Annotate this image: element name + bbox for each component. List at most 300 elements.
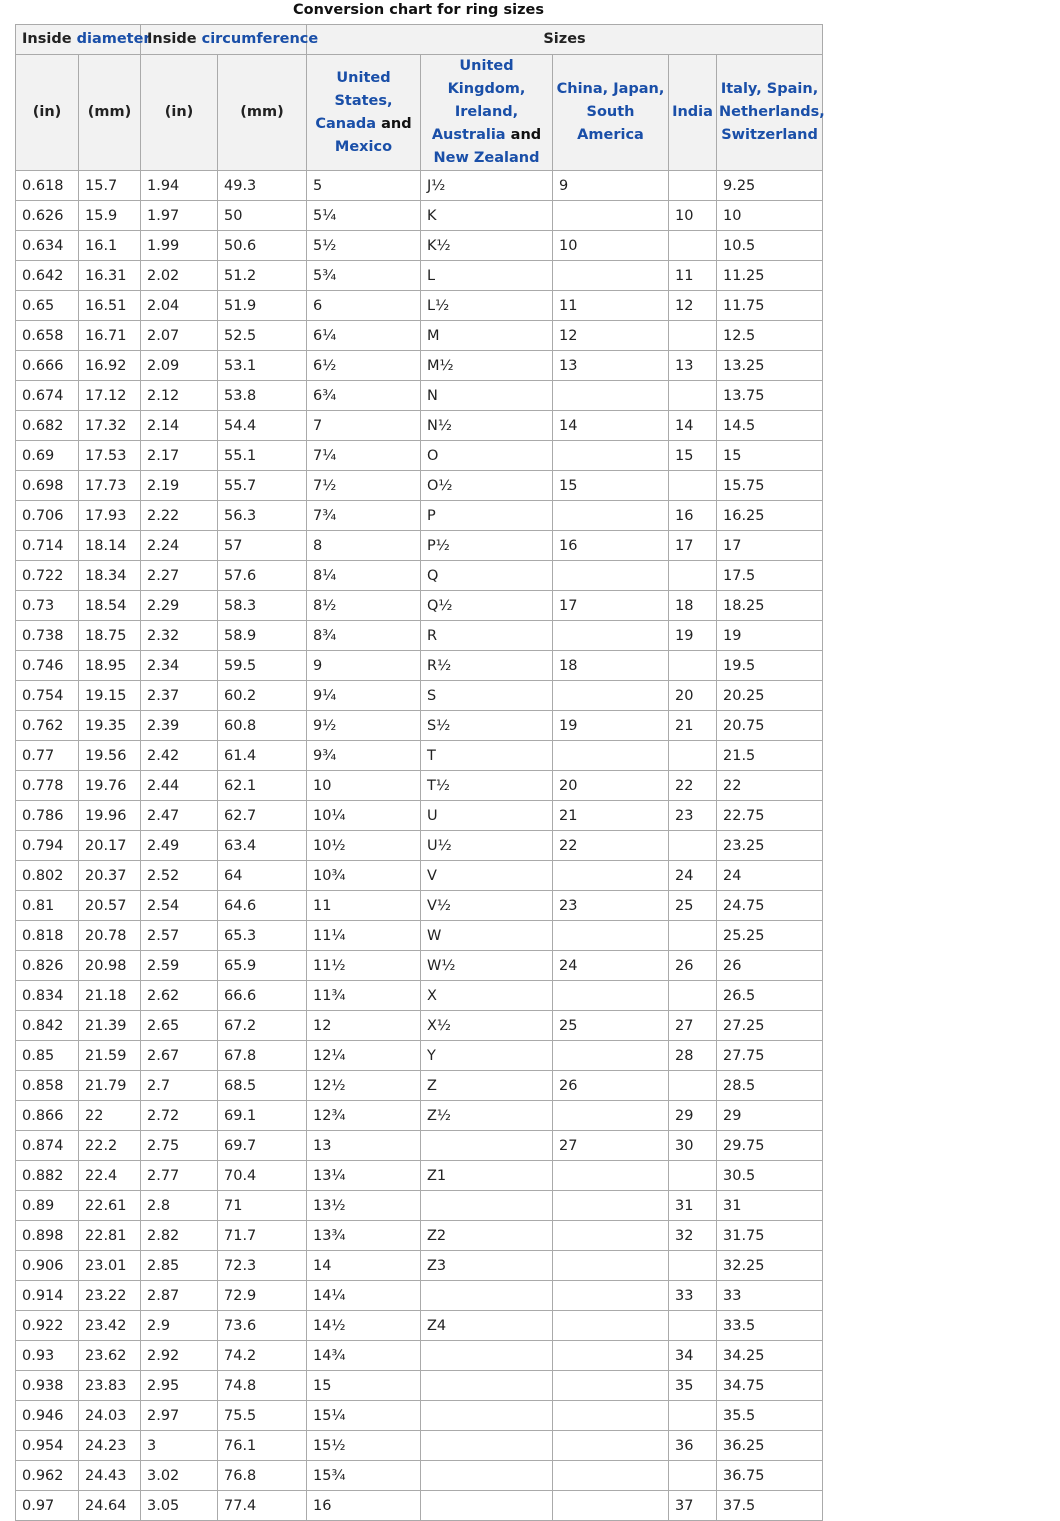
cell-circumference-in: 2.62: [141, 981, 218, 1011]
cell-diameter-mm: 17.53: [79, 441, 141, 471]
cell-circumference-in: 2.27: [141, 561, 218, 591]
cell-circumference-mm: 55.1: [218, 441, 307, 471]
cell-size-uk: [421, 1401, 553, 1431]
cell-diameter-mm: 21.18: [79, 981, 141, 1011]
cell-diameter-in: 0.954: [16, 1431, 79, 1461]
table-row: [16, 1101, 823, 1131]
table-row: [16, 981, 823, 1011]
cell-circumference-mm: 57: [218, 531, 307, 561]
header-sizes: Sizes: [307, 25, 823, 55]
table-row: [16, 1251, 823, 1281]
cell-size-india: 28: [669, 1041, 717, 1071]
cell-diameter-mm: 24.64: [79, 1491, 141, 1521]
new-zealand-link[interactable]: New Zealand: [433, 150, 540, 166]
india-link[interactable]: India: [672, 104, 713, 120]
col-header-uk-ireland-australia-nz: [421, 55, 553, 171]
cell-size-china-japan: 14: [553, 411, 669, 441]
cell-size-uk: Z3: [421, 1251, 553, 1281]
cell-size-india: [669, 651, 717, 681]
cell-size-us: 11: [307, 891, 421, 921]
cell-size-india: 24: [669, 861, 717, 891]
cell-circumference-in: 2.07: [141, 321, 218, 351]
cell-size-india: [669, 321, 717, 351]
cell-circumference-in: 2.44: [141, 771, 218, 801]
cell-size-uk: V½: [421, 891, 553, 921]
col-header-india: [669, 55, 717, 171]
cell-size-italy-spain: 36.25: [717, 1431, 823, 1461]
cell-size-italy-spain: 34.75: [717, 1371, 823, 1401]
china-japan-south-america-link[interactable]: China, Japan, South America: [556, 81, 665, 143]
cell-size-italy-spain: 33.5: [717, 1311, 823, 1341]
cell-circumference-mm: 65.9: [218, 951, 307, 981]
cell-diameter-in: 0.906: [16, 1251, 79, 1281]
cell-circumference-in: 2.39: [141, 711, 218, 741]
cell-circumference-in: 2.8: [141, 1191, 218, 1221]
cell-size-china-japan: 17: [553, 591, 669, 621]
cell-diameter-mm: 19.96: [79, 801, 141, 831]
cell-circumference-in: 2.34: [141, 651, 218, 681]
cell-size-china-japan: 16: [553, 531, 669, 561]
cell-circumference-in: 3: [141, 1431, 218, 1461]
cell-circumference-mm: 67.2: [218, 1011, 307, 1041]
table-row: [16, 1341, 823, 1371]
cell-diameter-in: 0.778: [16, 771, 79, 801]
cell-size-uk: M: [421, 321, 553, 351]
cell-size-china-japan: [553, 1221, 669, 1251]
cell-size-italy-spain: 24: [717, 861, 823, 891]
table-row: [16, 831, 823, 861]
header-inside-diameter-prefix: Inside: [22, 31, 77, 47]
table-row: [16, 711, 823, 741]
cell-circumference-mm: 76.1: [218, 1431, 307, 1461]
cell-size-italy-spain: 28.5: [717, 1071, 823, 1101]
cell-size-china-japan: 27: [553, 1131, 669, 1161]
cell-size-india: 23: [669, 801, 717, 831]
header-inside-circumference-prefix: Inside: [147, 31, 202, 47]
cell-circumference-in: 2.77: [141, 1161, 218, 1191]
cell-size-uk: Y: [421, 1041, 553, 1071]
table-row: [16, 321, 823, 351]
cell-size-uk: N½: [421, 411, 553, 441]
cell-size-italy-spain: 19: [717, 621, 823, 651]
cell-size-us: 9½: [307, 711, 421, 741]
cell-diameter-in: 0.826: [16, 951, 79, 981]
cell-size-italy-spain: 15.75: [717, 471, 823, 501]
cell-circumference-mm: 65.3: [218, 921, 307, 951]
table-row: [16, 1041, 823, 1071]
col-header-circumference-in: (in): [141, 55, 218, 171]
cell-size-italy-spain: 32.25: [717, 1251, 823, 1281]
cell-size-uk: K½: [421, 231, 553, 261]
cell-size-india: 32: [669, 1221, 717, 1251]
cell-size-china-japan: 26: [553, 1071, 669, 1101]
cell-size-uk: [421, 1461, 553, 1491]
cell-size-india: 37: [669, 1491, 717, 1521]
cell-size-uk: U½: [421, 831, 553, 861]
cell-circumference-mm: 58.3: [218, 591, 307, 621]
cell-diameter-in: 0.714: [16, 531, 79, 561]
cell-size-uk: Z4: [421, 1311, 553, 1341]
cell-size-india: 16: [669, 501, 717, 531]
cell-size-india: 26: [669, 951, 717, 981]
cell-circumference-in: 2.97: [141, 1401, 218, 1431]
cell-size-us: 6¾: [307, 381, 421, 411]
cell-circumference-in: 2.37: [141, 681, 218, 711]
cell-size-china-japan: [553, 441, 669, 471]
cell-size-italy-spain: 17: [717, 531, 823, 561]
cell-size-us: 5¼: [307, 201, 421, 231]
cell-circumference-in: 2.59: [141, 951, 218, 981]
cell-size-italy-spain: 10.5: [717, 231, 823, 261]
cell-size-india: [669, 561, 717, 591]
cell-size-uk: T: [421, 741, 553, 771]
cell-size-italy-spain: 25.25: [717, 921, 823, 951]
cell-diameter-mm: 19.56: [79, 741, 141, 771]
ring-size-table: [15, 24, 823, 1521]
cell-diameter-mm: 20.37: [79, 861, 141, 891]
cell-size-china-japan: [553, 1311, 669, 1341]
cell-size-uk: O: [421, 441, 553, 471]
cell-circumference-mm: 73.6: [218, 1311, 307, 1341]
cell-size-china-japan: [553, 1041, 669, 1071]
cell-circumference-in: 2.87: [141, 1281, 218, 1311]
cell-size-uk: [421, 1491, 553, 1521]
cell-size-uk: U: [421, 801, 553, 831]
cell-size-us: 10¼: [307, 801, 421, 831]
cell-size-india: [669, 1461, 717, 1491]
cell-size-uk: Z1: [421, 1161, 553, 1191]
cell-circumference-mm: 55.7: [218, 471, 307, 501]
cell-size-china-japan: [553, 501, 669, 531]
cell-size-china-japan: 22: [553, 831, 669, 861]
table-row: [16, 1401, 823, 1431]
cell-size-india: [669, 1311, 717, 1341]
table-row: [16, 651, 823, 681]
cell-size-uk: N: [421, 381, 553, 411]
cell-diameter-mm: 16.31: [79, 261, 141, 291]
table-row: [16, 621, 823, 651]
table-row: [16, 291, 823, 321]
cell-size-italy-spain: 14.5: [717, 411, 823, 441]
cell-size-uk: [421, 1341, 553, 1371]
cell-diameter-mm: 15.7: [79, 171, 141, 201]
cell-size-us: 12¼: [307, 1041, 421, 1071]
cell-circumference-in: 1.94: [141, 171, 218, 201]
cell-diameter-mm: 22.4: [79, 1161, 141, 1191]
cell-size-italy-spain: 26: [717, 951, 823, 981]
cell-size-uk: J½: [421, 171, 553, 201]
cell-size-us: 15½: [307, 1431, 421, 1461]
cell-circumference-mm: 64.6: [218, 891, 307, 921]
cell-diameter-mm: 23.22: [79, 1281, 141, 1311]
cell-diameter-mm: 24.03: [79, 1401, 141, 1431]
cell-size-us: 12¾: [307, 1101, 421, 1131]
circumference-link[interactable]: circumference: [201, 31, 319, 47]
table-row: [16, 501, 823, 531]
cell-diameter-mm: 18.75: [79, 621, 141, 651]
cell-circumference-in: 3.02: [141, 1461, 218, 1491]
cell-size-china-japan: [553, 1251, 669, 1281]
cell-circumference-in: 2.42: [141, 741, 218, 771]
us-canada-link[interactable]: United States, Canada: [315, 69, 393, 132]
cell-size-china-japan: [553, 1341, 669, 1371]
cell-diameter-mm: 19.35: [79, 711, 141, 741]
cell-size-india: 11: [669, 261, 717, 291]
cell-diameter-mm: 16.51: [79, 291, 141, 321]
col-header-china-japan-sa: [553, 55, 669, 171]
table-row: [16, 1371, 823, 1401]
cell-diameter-in: 0.842: [16, 1011, 79, 1041]
table-row: [16, 531, 823, 561]
table-row: [16, 231, 823, 261]
cell-size-us: 6½: [307, 351, 421, 381]
col-header-italy-spain-nl-ch: [717, 55, 823, 171]
cell-size-us: 6¼: [307, 321, 421, 351]
table-row: [16, 441, 823, 471]
cell-size-uk: W: [421, 921, 553, 951]
cell-circumference-in: 2.7: [141, 1071, 218, 1101]
cell-size-italy-spain: 19.5: [717, 651, 823, 681]
cell-size-china-japan: [553, 1191, 669, 1221]
cell-diameter-mm: 20.78: [79, 921, 141, 951]
cell-size-italy-spain: 33: [717, 1281, 823, 1311]
cell-diameter-in: 0.834: [16, 981, 79, 1011]
cell-diameter-in: 0.746: [16, 651, 79, 681]
cell-diameter-in: 0.77: [16, 741, 79, 771]
cell-diameter-in: 0.626: [16, 201, 79, 231]
cell-size-china-japan: 9: [553, 171, 669, 201]
cell-size-china-japan: [553, 921, 669, 951]
cell-circumference-mm: 72.3: [218, 1251, 307, 1281]
cell-diameter-in: 0.642: [16, 261, 79, 291]
cell-circumference-mm: 69.7: [218, 1131, 307, 1161]
cell-size-us: 10½: [307, 831, 421, 861]
cell-circumference-mm: 59.5: [218, 651, 307, 681]
table-row: [16, 741, 823, 771]
cell-circumference-mm: 53.1: [218, 351, 307, 381]
cell-size-india: 17: [669, 531, 717, 561]
cell-size-china-japan: [553, 1161, 669, 1191]
cell-size-italy-spain: 13.75: [717, 381, 823, 411]
cell-size-italy-spain: 26.5: [717, 981, 823, 1011]
cell-size-india: 31: [669, 1191, 717, 1221]
cell-size-us: 7¼: [307, 441, 421, 471]
table-row: [16, 201, 823, 231]
cell-size-italy-spain: 24.75: [717, 891, 823, 921]
cell-circumference-mm: 60.2: [218, 681, 307, 711]
cell-size-china-japan: [553, 1371, 669, 1401]
cell-size-us: 15¾: [307, 1461, 421, 1491]
cell-size-china-japan: [553, 861, 669, 891]
mexico-link[interactable]: Mexico: [334, 138, 393, 155]
cell-size-china-japan: [553, 1461, 669, 1491]
cell-size-italy-spain: 35.5: [717, 1401, 823, 1431]
cell-diameter-mm: 23.42: [79, 1311, 141, 1341]
table-body: [16, 171, 823, 1521]
cell-size-italy-spain: 29.75: [717, 1131, 823, 1161]
cell-size-uk: R: [421, 621, 553, 651]
cell-size-india: [669, 1251, 717, 1281]
cell-circumference-in: 2.47: [141, 801, 218, 831]
cell-size-us: 9¾: [307, 741, 421, 771]
cell-size-italy-spain: 20.75: [717, 711, 823, 741]
cell-circumference-in: 2.32: [141, 621, 218, 651]
cell-circumference-mm: 56.3: [218, 501, 307, 531]
cell-circumference-mm: 74.2: [218, 1341, 307, 1371]
cell-size-italy-spain: 9.25: [717, 171, 823, 201]
cell-size-uk: S: [421, 681, 553, 711]
cell-size-italy-spain: 13.25: [717, 351, 823, 381]
cell-circumference-mm: 58.9: [218, 621, 307, 651]
cell-diameter-mm: 19.15: [79, 681, 141, 711]
diameter-link[interactable]: diameter: [76, 31, 151, 47]
table-caption: Conversion chart for ring sizes: [293, 2, 544, 18]
table-row: [16, 1161, 823, 1191]
cell-size-china-japan: 20: [553, 771, 669, 801]
cell-size-uk: [421, 1371, 553, 1401]
cell-size-china-japan: 12: [553, 321, 669, 351]
cell-size-us: 8¼: [307, 561, 421, 591]
cell-diameter-mm: 18.54: [79, 591, 141, 621]
cell-size-italy-spain: 31.75: [717, 1221, 823, 1251]
cell-size-uk: T½: [421, 771, 553, 801]
cell-size-india: 22: [669, 771, 717, 801]
cell-circumference-mm: 53.8: [218, 381, 307, 411]
cell-size-china-japan: [553, 741, 669, 771]
cell-size-italy-spain: 12.5: [717, 321, 823, 351]
cell-size-uk: L½: [421, 291, 553, 321]
cell-circumference-in: 2.12: [141, 381, 218, 411]
cell-size-china-japan: 15: [553, 471, 669, 501]
cell-circumference-mm: 72.9: [218, 1281, 307, 1311]
cell-size-india: 29: [669, 1101, 717, 1131]
cell-size-india: 19: [669, 621, 717, 651]
cell-size-india: [669, 471, 717, 501]
cell-diameter-mm: 20.17: [79, 831, 141, 861]
cell-diameter-in: 0.89: [16, 1191, 79, 1221]
cell-size-italy-spain: 22.75: [717, 801, 823, 831]
cell-size-china-japan: [553, 1401, 669, 1431]
cell-circumference-mm: 52.5: [218, 321, 307, 351]
cell-size-us: 13½: [307, 1191, 421, 1221]
cell-size-india: [669, 1071, 717, 1101]
cell-size-us: 10: [307, 771, 421, 801]
italy-spain-netherlands-switzerland-link[interactable]: Italy, Spain, Netherlands, Switzerland: [719, 81, 825, 143]
table-row: [16, 351, 823, 381]
cell-diameter-in: 0.666: [16, 351, 79, 381]
cell-diameter-in: 0.786: [16, 801, 79, 831]
cell-size-india: [669, 1161, 717, 1191]
cell-size-china-japan: [553, 1281, 669, 1311]
cell-size-uk: X½: [421, 1011, 553, 1041]
table-row: [16, 1461, 823, 1491]
table-row: [16, 951, 823, 981]
cell-diameter-mm: 24.23: [79, 1431, 141, 1461]
cell-size-india: [669, 171, 717, 201]
cell-circumference-mm: 75.5: [218, 1401, 307, 1431]
cell-size-us: 11½: [307, 951, 421, 981]
cell-circumference-mm: 51.9: [218, 291, 307, 321]
cell-diameter-in: 0.882: [16, 1161, 79, 1191]
cell-circumference-in: 2.04: [141, 291, 218, 321]
cell-circumference-mm: 69.1: [218, 1101, 307, 1131]
cell-circumference-in: 2.95: [141, 1371, 218, 1401]
cell-size-china-japan: [553, 201, 669, 231]
table-row: [16, 561, 823, 591]
cell-size-us: 5¾: [307, 261, 421, 291]
cell-size-us: 14¼: [307, 1281, 421, 1311]
header-inside-circumference: [141, 25, 319, 55]
cell-diameter-mm: 20.57: [79, 891, 141, 921]
cell-circumference-mm: 67.8: [218, 1041, 307, 1071]
cell-size-us: 13¾: [307, 1221, 421, 1251]
cell-size-india: [669, 741, 717, 771]
cell-circumference-mm: 63.4: [218, 831, 307, 861]
cell-size-italy-spain: 15: [717, 441, 823, 471]
cell-size-china-japan: 18: [553, 651, 669, 681]
cell-size-india: [669, 1401, 717, 1431]
cell-diameter-mm: 17.32: [79, 411, 141, 441]
table-row: [16, 1191, 823, 1221]
cell-size-india: 20: [669, 681, 717, 711]
table-row: [16, 471, 823, 501]
cell-circumference-in: 2.22: [141, 501, 218, 531]
cell-size-us: 6: [307, 291, 421, 321]
table-row: [16, 381, 823, 411]
cell-circumference-mm: 68.5: [218, 1071, 307, 1101]
col-header-diameter-in: (in): [16, 55, 79, 171]
cell-size-china-japan: 13: [553, 351, 669, 381]
cell-diameter-mm: 18.95: [79, 651, 141, 681]
cell-size-uk: [421, 1281, 553, 1311]
cell-size-us: 12½: [307, 1071, 421, 1101]
cell-circumference-mm: 66.6: [218, 981, 307, 1011]
cell-size-us: 15¼: [307, 1401, 421, 1431]
table-row: [16, 591, 823, 621]
table-row: [16, 801, 823, 831]
cell-circumference-in: 2.17: [141, 441, 218, 471]
cell-diameter-in: 0.698: [16, 471, 79, 501]
cell-size-india: [669, 981, 717, 1011]
cell-size-italy-spain: 10: [717, 201, 823, 231]
cell-diameter-in: 0.914: [16, 1281, 79, 1311]
cell-diameter-in: 0.922: [16, 1311, 79, 1341]
cell-size-uk: Q½: [421, 591, 553, 621]
table-row: [16, 921, 823, 951]
col-header-diameter-mm: (mm): [79, 55, 141, 171]
cell-circumference-in: 2.24: [141, 531, 218, 561]
cell-circumference-mm: 62.1: [218, 771, 307, 801]
cell-size-italy-spain: 11.25: [717, 261, 823, 291]
cell-size-india: 35: [669, 1371, 717, 1401]
cell-size-italy-spain: 30.5: [717, 1161, 823, 1191]
cell-diameter-in: 0.618: [16, 171, 79, 201]
cell-size-china-japan: 11: [553, 291, 669, 321]
cell-circumference-in: 2.9: [141, 1311, 218, 1341]
uk-ireland-australia-link[interactable]: United Kingdom, Ireland, Australia: [431, 58, 526, 143]
table-row: [16, 411, 823, 441]
cell-size-us: 14¾: [307, 1341, 421, 1371]
cell-diameter-mm: 23.83: [79, 1371, 141, 1401]
cell-size-china-japan: 23: [553, 891, 669, 921]
cell-diameter-in: 0.682: [16, 411, 79, 441]
cell-circumference-mm: 70.4: [218, 1161, 307, 1191]
cell-diameter-mm: 16.92: [79, 351, 141, 381]
cell-size-uk: Z2: [421, 1221, 553, 1251]
cell-size-india: 13: [669, 351, 717, 381]
cell-size-italy-spain: 29: [717, 1101, 823, 1131]
cell-circumference-in: 2.02: [141, 261, 218, 291]
